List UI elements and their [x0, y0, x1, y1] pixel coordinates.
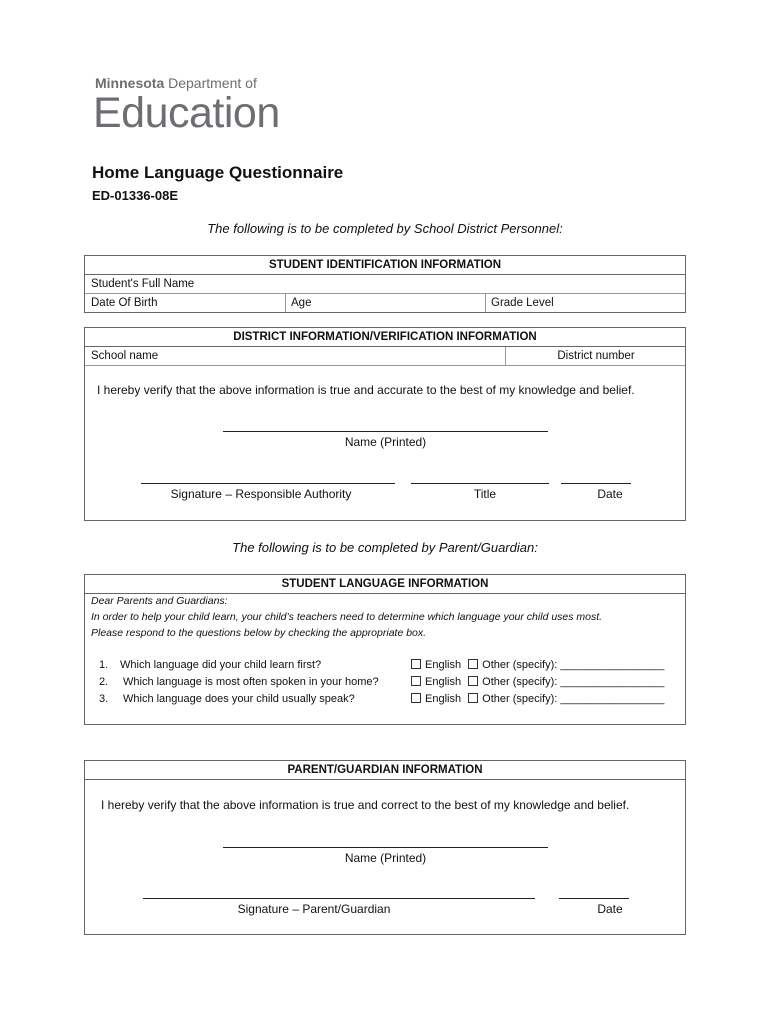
question-3-num: 3. — [99, 693, 109, 705]
form-title: Home Language Questionnaire — [92, 163, 344, 182]
date-line[interactable] — [561, 483, 631, 484]
q1-english-checkbox[interactable] — [411, 659, 421, 669]
district-intro: The following is to be completed by School District Personnel: — [207, 221, 563, 236]
district-number-label: District number — [557, 350, 635, 362]
district-header: DISTRICT INFORMATION/VERIFICATION INFORMATION — [85, 328, 685, 347]
question-1-num: 1. — [99, 659, 109, 671]
logo-state: Minnesota — [95, 75, 165, 91]
logo-education: Education — [93, 89, 280, 137]
question-2-num: 2. — [99, 676, 109, 688]
district-verify-text: I hereby verify that the above information is true and accurate to the best of my knowledge and belief. — [97, 383, 635, 397]
intro-line-2: In order to help your child learn, your child’s teachers need to determine which language your child uses most. — [91, 611, 603, 623]
parent-intro: The following is to be completed by Parent/Guardian: — [232, 540, 538, 555]
student-identification-box — [84, 255, 686, 313]
q1-english-label: English — [425, 659, 462, 671]
q2-english-checkbox[interactable] — [411, 676, 421, 686]
q2-english-label: English — [425, 676, 462, 688]
date-label: Date — [597, 487, 623, 501]
name-printed-line[interactable] — [223, 431, 548, 432]
parent-date-label: Date — [597, 902, 623, 916]
name-printed-label: Name (Printed) — [344, 435, 427, 449]
parent-guardian-box — [84, 760, 686, 935]
grade-field[interactable] — [485, 294, 554, 312]
q3-other-checkbox[interactable] — [468, 693, 478, 703]
q1-other-checkbox[interactable] — [468, 659, 478, 669]
age-field[interactable] — [285, 294, 311, 312]
parent-date-line[interactable] — [559, 898, 629, 899]
school-name-field[interactable] — [85, 347, 158, 365]
age-label: Age — [291, 297, 312, 309]
grade-label: Grade Level — [491, 297, 554, 309]
title-label: Title — [473, 487, 497, 501]
dob-field[interactable] — [85, 294, 157, 312]
q2-other-checkbox[interactable] — [468, 676, 478, 686]
q3-english-label: English — [425, 693, 462, 705]
language-header: STUDENT LANGUAGE INFORMATION — [85, 575, 685, 594]
student-language-box — [84, 574, 686, 725]
parent-name-printed-line[interactable] — [223, 847, 548, 848]
question-3-options — [411, 693, 664, 705]
q3-english-checkbox[interactable] — [411, 693, 421, 703]
intro-line-3: Please respond to the questions below by checking the appropriate box. — [91, 627, 427, 639]
question-2-text: Which language is most often spoken in your home? — [123, 676, 379, 688]
parent-signature-line[interactable] — [143, 898, 535, 899]
parent-signature-label: Signature – Parent/Guardian — [237, 902, 391, 916]
full-name-row[interactable] — [85, 275, 685, 294]
title-line[interactable] — [411, 483, 549, 484]
school-row — [85, 347, 685, 366]
signature-label: Signature – Responsible Authority — [170, 487, 352, 501]
dob-label: Date Of Birth — [91, 297, 158, 309]
district-number-field[interactable] — [505, 347, 681, 365]
question-1-text: Which language did your child learn first? — [120, 659, 322, 671]
q1-other-label: Other (specify): _________________ — [482, 659, 665, 671]
question-2-options — [411, 676, 664, 688]
question-1-options — [411, 659, 664, 671]
q2-other-label: Other (specify): _________________ — [482, 676, 665, 688]
signature-line[interactable] — [141, 483, 395, 484]
question-3-text: Which language does your child usually speak? — [123, 693, 355, 705]
logo-dept: Department of — [168, 75, 257, 91]
dear-parents: Dear Parents and Guardians: — [91, 595, 228, 607]
parent-verify-text: I hereby verify that the above information is true and correct to the best of my knowledge and belief. — [101, 798, 630, 812]
school-name-label: School name — [91, 350, 159, 362]
form-code: ED-01336-08E — [92, 188, 178, 203]
student-id-header: STUDENT IDENTIFICATION INFORMATION — [85, 256, 685, 275]
full-name-label: Student's Full Name — [91, 278, 195, 290]
q3-other-label: Other (specify): _________________ — [482, 693, 665, 705]
district-information-box — [84, 327, 686, 521]
parent-header: PARENT/GUARDIAN INFORMATION — [85, 761, 685, 780]
dob-row — [85, 294, 685, 312]
parent-name-printed-label: Name (Printed) — [344, 851, 427, 865]
